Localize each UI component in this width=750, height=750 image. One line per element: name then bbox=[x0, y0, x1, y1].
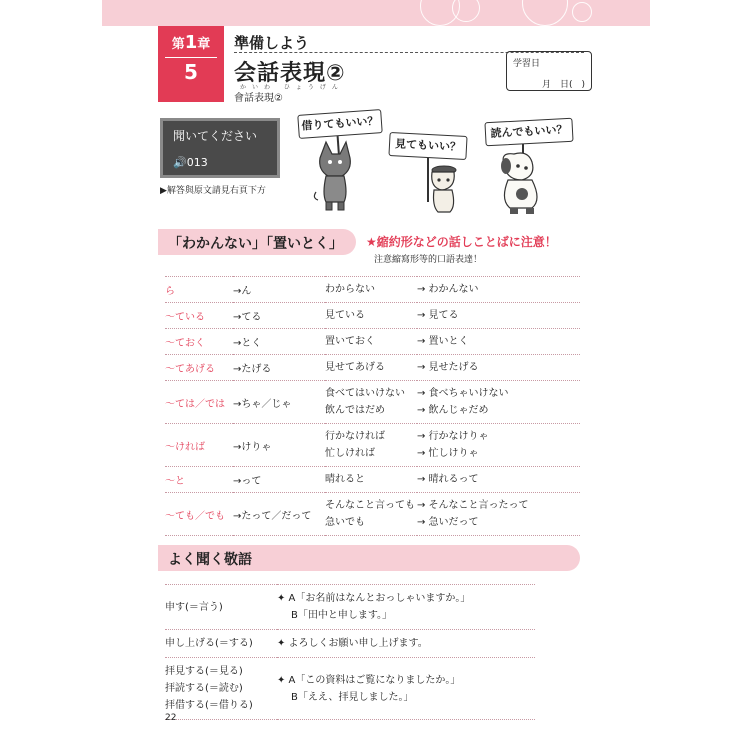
example-contracted bbox=[417, 424, 580, 467]
chapter-tab bbox=[158, 26, 224, 102]
example-contracted bbox=[417, 303, 580, 329]
wolf-character-icon bbox=[312, 140, 358, 212]
bubble-decoration bbox=[572, 2, 592, 22]
section-heading-keigo: よく聞く敬語 bbox=[158, 545, 580, 571]
sign-borrow: 借りてもいい？ bbox=[297, 109, 382, 139]
keigo-term-line: 申し上げる(＝する) bbox=[165, 638, 253, 649]
page-number: 22 bbox=[165, 713, 177, 723]
contraction-to: →たって／だって bbox=[233, 493, 325, 536]
example-line: 急いでも bbox=[325, 517, 365, 528]
contraction-to: →って bbox=[233, 467, 325, 493]
example-original bbox=[325, 303, 417, 329]
table-row bbox=[165, 355, 580, 381]
example-line: そんなこと言っても bbox=[325, 500, 415, 511]
table-row bbox=[165, 303, 580, 329]
example-line: → 見てる bbox=[417, 310, 459, 321]
table-row bbox=[165, 630, 535, 658]
contraction-from: ～ても／でも bbox=[165, 493, 233, 536]
lesson-number: 5 bbox=[184, 60, 198, 84]
lesson-title-ruby: かいわ ひょうげん bbox=[240, 84, 344, 91]
lesson-subtitle: 會話表現② bbox=[234, 93, 283, 104]
contraction-to: →ん bbox=[233, 277, 325, 303]
star-note: ★縮約形などの話しことばに注意！ bbox=[366, 235, 557, 249]
example-line: 忙しければ bbox=[325, 448, 375, 459]
example-line: 見せてあげる bbox=[325, 362, 385, 373]
example-line: → 急いだって bbox=[417, 517, 479, 528]
audio-title: 聞いてください bbox=[173, 129, 258, 143]
keigo-example bbox=[277, 658, 535, 720]
table-row bbox=[165, 493, 580, 536]
keigo-term bbox=[165, 658, 277, 720]
contraction-from: ～ておく bbox=[165, 329, 233, 355]
keigo-example bbox=[277, 630, 535, 658]
example-line: → 見せたげる bbox=[417, 362, 479, 373]
contraction-table bbox=[165, 276, 580, 536]
contraction-from: ～てあげる bbox=[165, 355, 233, 381]
example-original bbox=[325, 424, 417, 467]
contraction-from: ら bbox=[165, 277, 233, 303]
section-name: 準備しよう bbox=[234, 34, 310, 52]
table-row bbox=[165, 277, 580, 303]
example-contracted bbox=[417, 493, 580, 536]
audio-box bbox=[160, 118, 280, 178]
example-line: → 忙しけりゃ bbox=[417, 448, 479, 459]
example-original bbox=[325, 329, 417, 355]
star-note-translation: 注意縮寫形等的口語表達！ bbox=[374, 255, 483, 265]
example-line: → 晴れるって bbox=[417, 474, 479, 485]
example-original bbox=[325, 493, 417, 536]
keigo-example-line: ✦ A「この資料はご覧になりましたか。」 bbox=[277, 674, 461, 686]
chapter-label: 第1章 bbox=[171, 32, 211, 53]
bubble-decoration bbox=[522, 0, 568, 26]
bubble-decoration bbox=[452, 0, 480, 22]
table-row bbox=[165, 658, 535, 720]
cat-character-icon bbox=[422, 160, 462, 216]
sign-look: 見てもいい？ bbox=[388, 132, 467, 160]
example-line: 食べてはいけない bbox=[325, 388, 405, 399]
table-row bbox=[165, 424, 580, 467]
contraction-to: →けりゃ bbox=[233, 424, 325, 467]
example-contracted bbox=[417, 467, 580, 493]
keigo-example-line: B「ええ、拝見しました。」 bbox=[291, 691, 414, 703]
sign-read: 読んでもいい？ bbox=[484, 118, 573, 147]
top-decorative-band bbox=[102, 0, 650, 26]
section-heading-contractions: 「わかんない」「置いとく」 bbox=[158, 229, 356, 255]
table-row bbox=[165, 329, 580, 355]
contraction-from: ～と bbox=[165, 467, 233, 493]
table-row bbox=[165, 585, 535, 630]
example-contracted bbox=[417, 381, 580, 424]
dog-character-icon bbox=[492, 150, 552, 216]
table-row bbox=[165, 467, 580, 493]
example-contracted bbox=[417, 277, 580, 303]
example-line: → わかんない bbox=[417, 284, 479, 295]
contraction-from: ～ている bbox=[165, 303, 233, 329]
chapter-divider bbox=[165, 57, 217, 58]
example-line: → 食べちゃいけない bbox=[417, 388, 509, 399]
keigo-term-line: 申す(＝言う) bbox=[165, 601, 223, 613]
audio-track: 🔊013 bbox=[173, 156, 208, 169]
contraction-from: ～ては／では bbox=[165, 381, 233, 424]
example-line: 見ている bbox=[325, 310, 365, 321]
example-original bbox=[325, 355, 417, 381]
example-original bbox=[325, 381, 417, 424]
example-line: 飲んではだめ bbox=[325, 405, 385, 416]
example-original bbox=[325, 467, 417, 493]
study-date-value: 月 日( ) bbox=[541, 80, 585, 90]
example-line: 置いておく bbox=[325, 336, 375, 347]
contraction-from: ～ければ bbox=[165, 424, 233, 467]
contraction-to: →てる bbox=[233, 303, 325, 329]
study-date-box bbox=[506, 51, 592, 91]
answer-note: ▶解答與原文請見右頁下方 bbox=[160, 186, 266, 196]
keigo-example-line: B「田中と申します。」 bbox=[291, 610, 393, 621]
example-line: → そんなこと言ったって bbox=[417, 500, 529, 511]
example-contracted bbox=[417, 355, 580, 381]
lesson-title: 会話表現② bbox=[234, 61, 346, 86]
keigo-term-line: 拝読する(＝読む) bbox=[165, 683, 243, 694]
example-line: → 置いとく bbox=[417, 336, 469, 347]
keigo-example-line: ✦ よろしくお願い申し上げます。 bbox=[277, 638, 428, 649]
study-date-label: 学習日 bbox=[513, 59, 541, 69]
contraction-to: →とく bbox=[233, 329, 325, 355]
contraction-to: →たげる bbox=[233, 355, 325, 381]
example-original bbox=[325, 277, 417, 303]
keigo-table bbox=[165, 584, 535, 720]
table-row bbox=[165, 381, 580, 424]
keigo-term bbox=[165, 630, 277, 658]
example-contracted bbox=[417, 329, 580, 355]
keigo-term-line: 拝借する(＝借りる) bbox=[165, 700, 253, 711]
keigo-term-line: 拝見する(＝見る) bbox=[165, 666, 243, 677]
keigo-example bbox=[277, 585, 535, 630]
keigo-example-line: ✦ A「お名前はなんとおっしゃいますか。」 bbox=[277, 593, 471, 604]
example-line: わからない bbox=[325, 284, 375, 295]
example-line: → 飲んじゃだめ bbox=[417, 405, 489, 416]
example-line: 行かなければ bbox=[325, 431, 385, 442]
example-line: → 行かなけりゃ bbox=[417, 431, 489, 442]
example-line: 晴れると bbox=[325, 474, 365, 485]
contraction-to: →ちゃ／じゃ bbox=[233, 381, 325, 424]
keigo-term bbox=[165, 585, 277, 630]
